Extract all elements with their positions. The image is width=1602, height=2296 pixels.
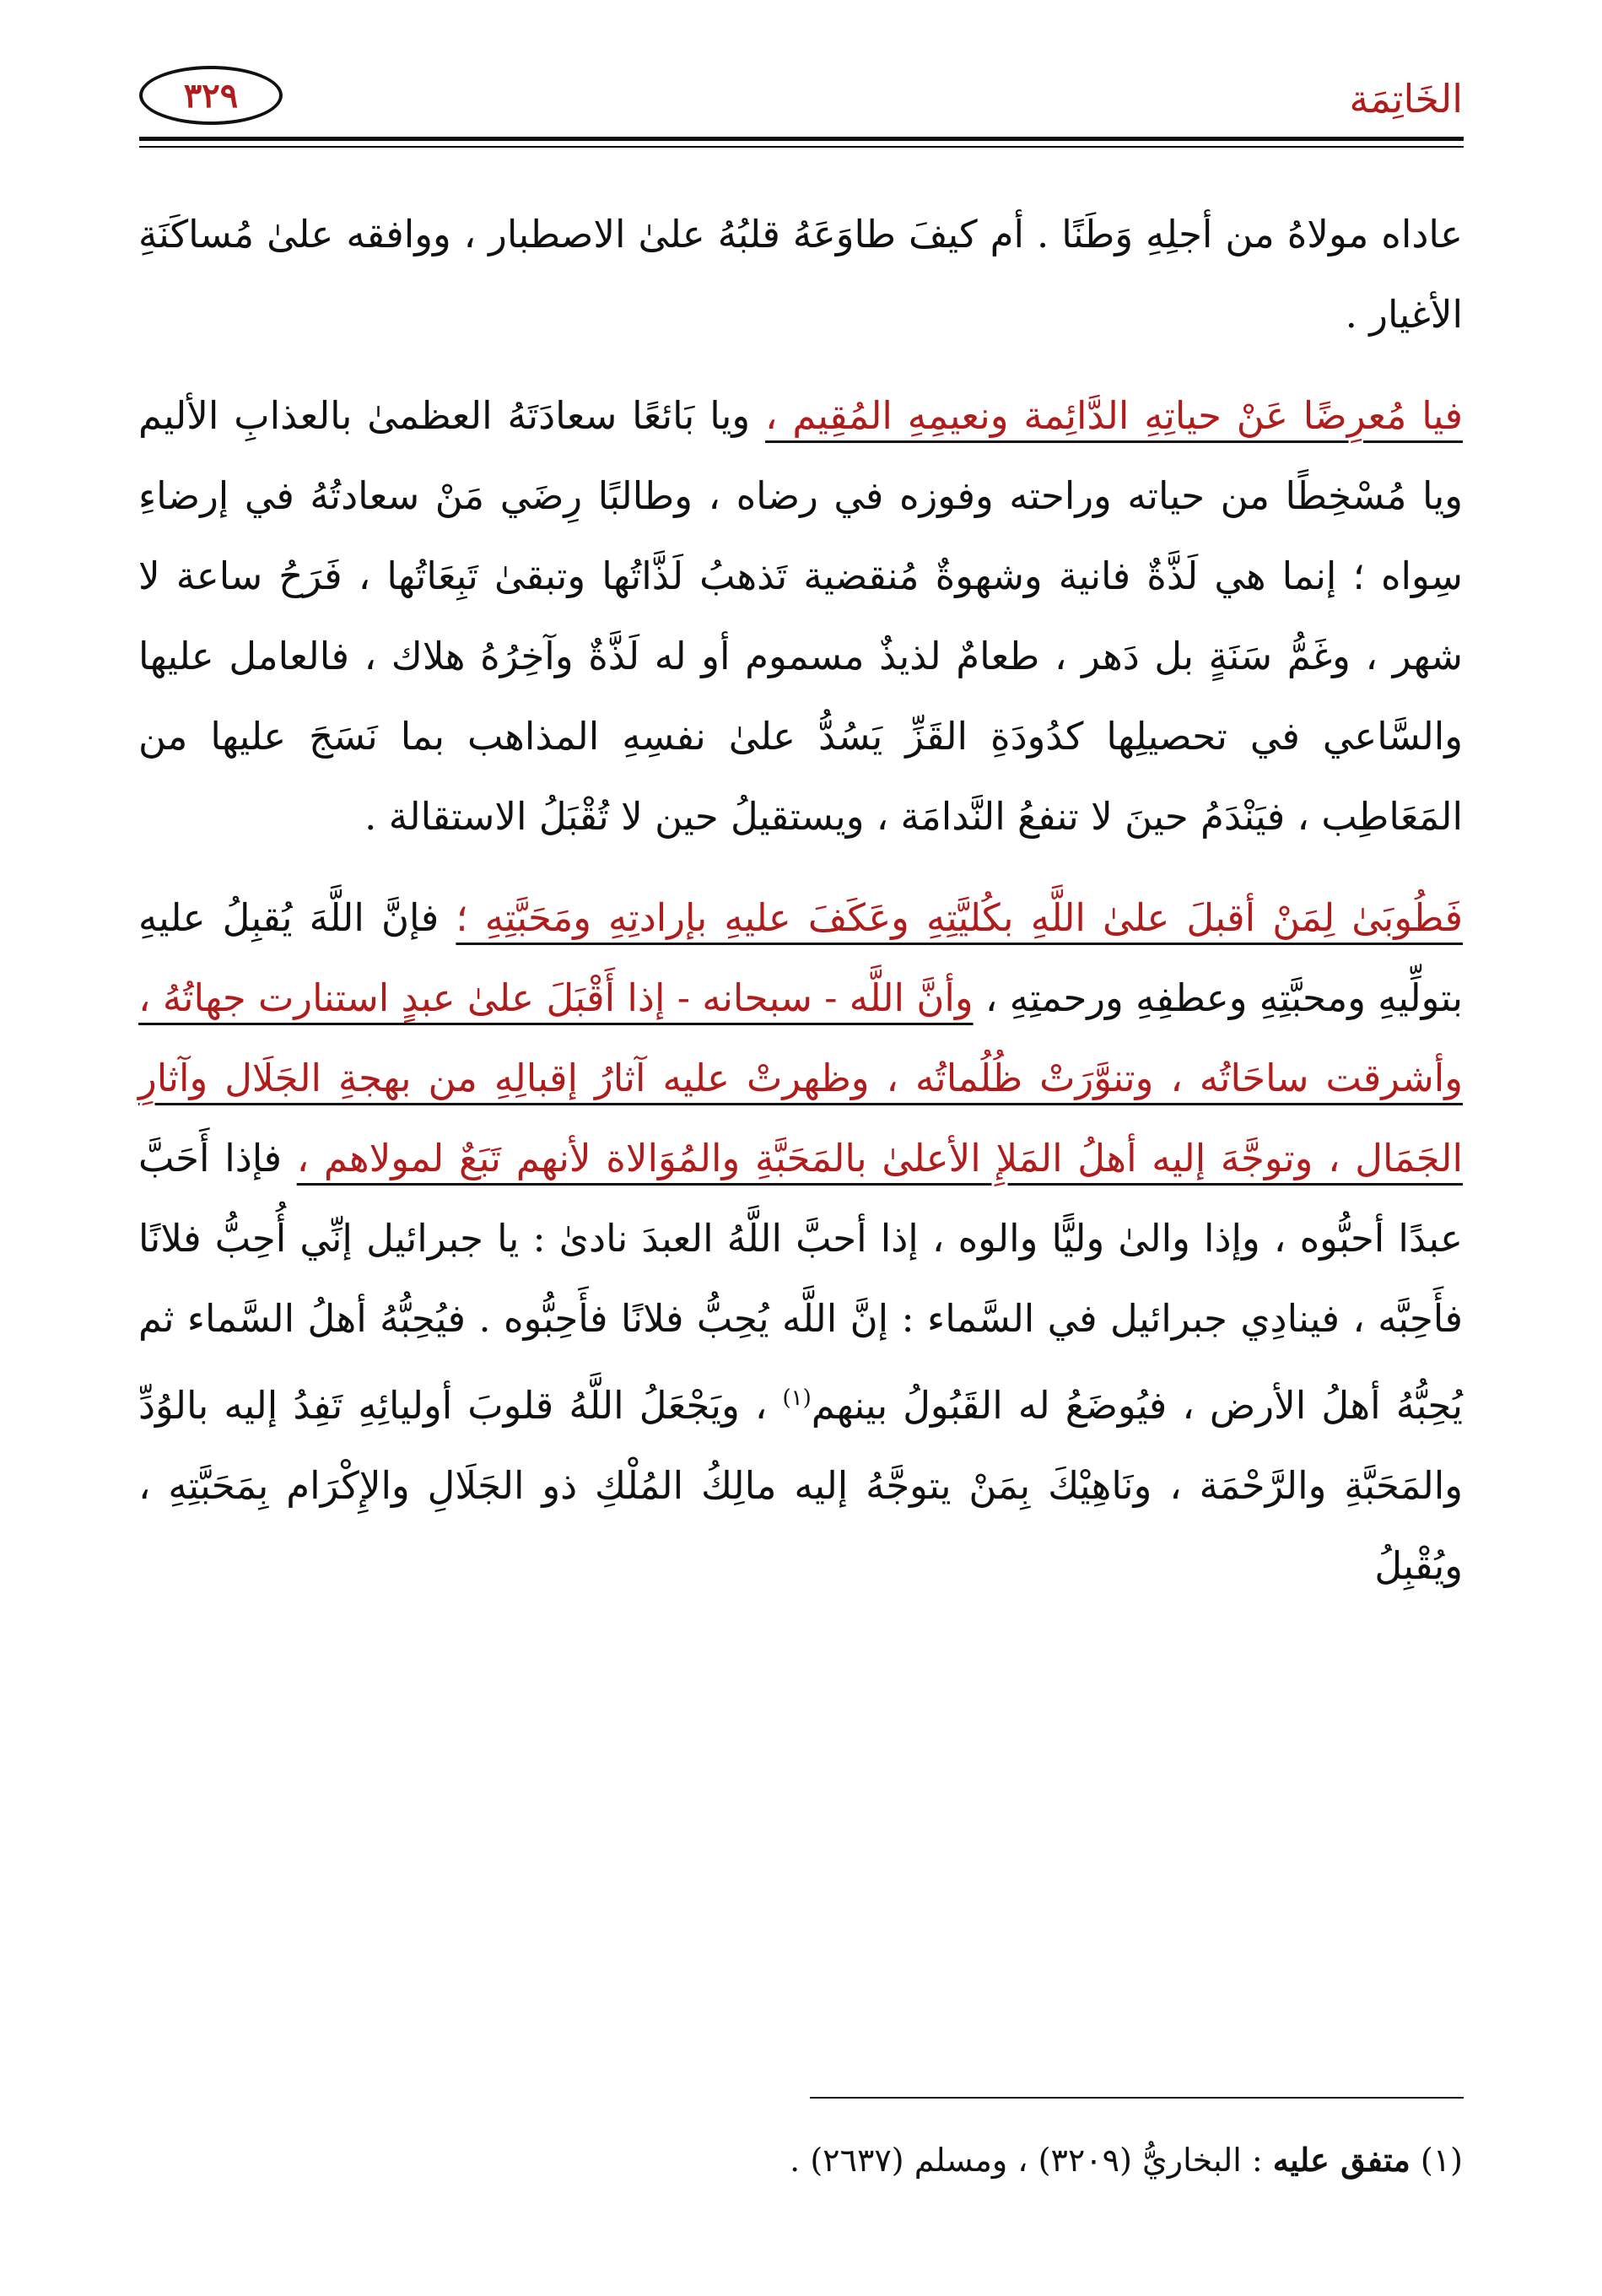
text-segment: عاداه مولاهُ من أجلِهِ وَطَنًا . أم كيفَ طاوَعَهُ قلبُهُ علىٰ الاصطبار ، ووافقه علىٰ مُساكَنَةِ الأغيار . bbox=[138, 212, 1463, 337]
paragraph-3 bbox=[138, 878, 1463, 1606]
footnote-label: متفق عليه bbox=[1272, 2141, 1411, 2179]
header-rule-thin bbox=[139, 146, 1464, 148]
paragraph-2 bbox=[138, 375, 1463, 856]
highlighted-text: فَطُوبَىٰ لِمَنْ أقبلَ علىٰ اللَّهِ بكُليَّتِهِ وعَكَفَ عليهِ بإرادتِهِ ومَحَبَّتِهِ ؛ bbox=[456, 895, 1463, 940]
footnote-separator bbox=[810, 2097, 1464, 2099]
highlighted-text: وأنَّ اللَّه - سبحانه - إذا أَقْبَلَ علىٰ عبدٍ استنارت جهاتُهُ ، وأشرقت ساحَاتُه ، وتنوَّرَتْ ظُلُماتُه ، وظهرتْ عليه آثارُ إقبالِهِ من بهجةِ الجَلَال وآثارِ الجَمَال ، وتوجَّهَ إليه أهلُ المَلإِ الأعلىٰ بالمَحَبَّةِ والمُوَالاة لأنهم تَبَعٌ لمولاهم ، bbox=[138, 975, 1463, 1180]
footnote-text: : البخاريُّ (٣٢٠٩) ، ومسلم (٢٦٣٧) . bbox=[790, 2142, 1263, 2179]
text-segment: فإذا أَحَبَّ عبدًا أحبُّوه ، وإذا والىٰ وليًّا والوه ، إذا أحبَّ اللَّهُ العبدَ نادىٰ : يا جبرائيل إنِّي أُحِبُّ فلانًا فأَحِبَّه ، فينادِي جبرائيل في السَّماء : إنَّ اللَّه يُحِبُّ فلانًا فأَحِبُّوه . فيُحِبُّهُ أهلُ السَّماء ثم يُحِبُّهُ أهلُ الأرض ، فيُوضَعُ له القَبُولُ بينهم bbox=[138, 1136, 1463, 1428]
footnote-1 bbox=[138, 2135, 1463, 2185]
text-segment: ، ويَجْعَلُ اللَّهُ قلوبَ أوليائِهِ تَفِدُ إليه بالوُدِّ والمَحَبَّةِ والرَّحْمَة ، ونَاهِيْكَ بِمَنْ يتوجَّهُ إليه مالِكُ المُلْكِ ذو الجَلَالِ والإِكْرَام بِمَحَبَّتِهِ ، ويُقْبِلُ bbox=[138, 1383, 1463, 1588]
body-text bbox=[138, 194, 1463, 1606]
chapter-title: الخَاتِمَة bbox=[1349, 76, 1463, 122]
footnote-reference[interactable]: (١) bbox=[782, 1386, 812, 1411]
text-segment: ويا بَائعًا سعادَتَهُ العظمىٰ بالعذابِ الأليم ويا مُسْخِطًا من حياته وراحته وفوزه في رضاه ، وطالبًا رِضَي مَنْ سعادتُهُ في إرضاءِ سِواه ؛ إنما هي لَذَّةٌ فانية وشهوةٌ مُنقضية تَذهبُ لَذَّاتُها وتبقىٰ تَبِعَاتُها ، فَرَحُ ساعة لا شهر ، وغَمُّ سَنَةٍ بل دَهر ، طعامٌ لذيذٌ مسموم أو له لَذَّةٌ وآخِرُهُ هلاك ، فالعامل عليها والسَّاعي في تحصيلِها كدُودَةِ القَزِّ يَسُدُّ علىٰ نفسِهِ المذاهب بما نَسَجَ عليها من المَعَاطِب ، فيَنْدَمُ حينَ لا تنفعُ النَّدامَة ، ويستقيلُ حين لا تُقْبَلُ الاستقالة . bbox=[138, 393, 1463, 839]
header-rule-thick bbox=[139, 137, 1464, 141]
paragraph-1 bbox=[138, 194, 1463, 354]
highlighted-text: فيا مُعرِضًا عَنْ حياتِهِ الدَّائِمة ونعيمِهِ المُقِيم ، bbox=[765, 393, 1463, 438]
footnote-marker: (١) bbox=[1420, 2142, 1463, 2179]
text-segment: فإنَّ اللَّهَ يُقبِلُ عليهِ بتولِّيهِ ومحبَّتِهِ وعطفِهِ ورحمتِهِ ، bbox=[138, 895, 1463, 1020]
page-number-badge: ٣٢٩ bbox=[139, 66, 283, 125]
